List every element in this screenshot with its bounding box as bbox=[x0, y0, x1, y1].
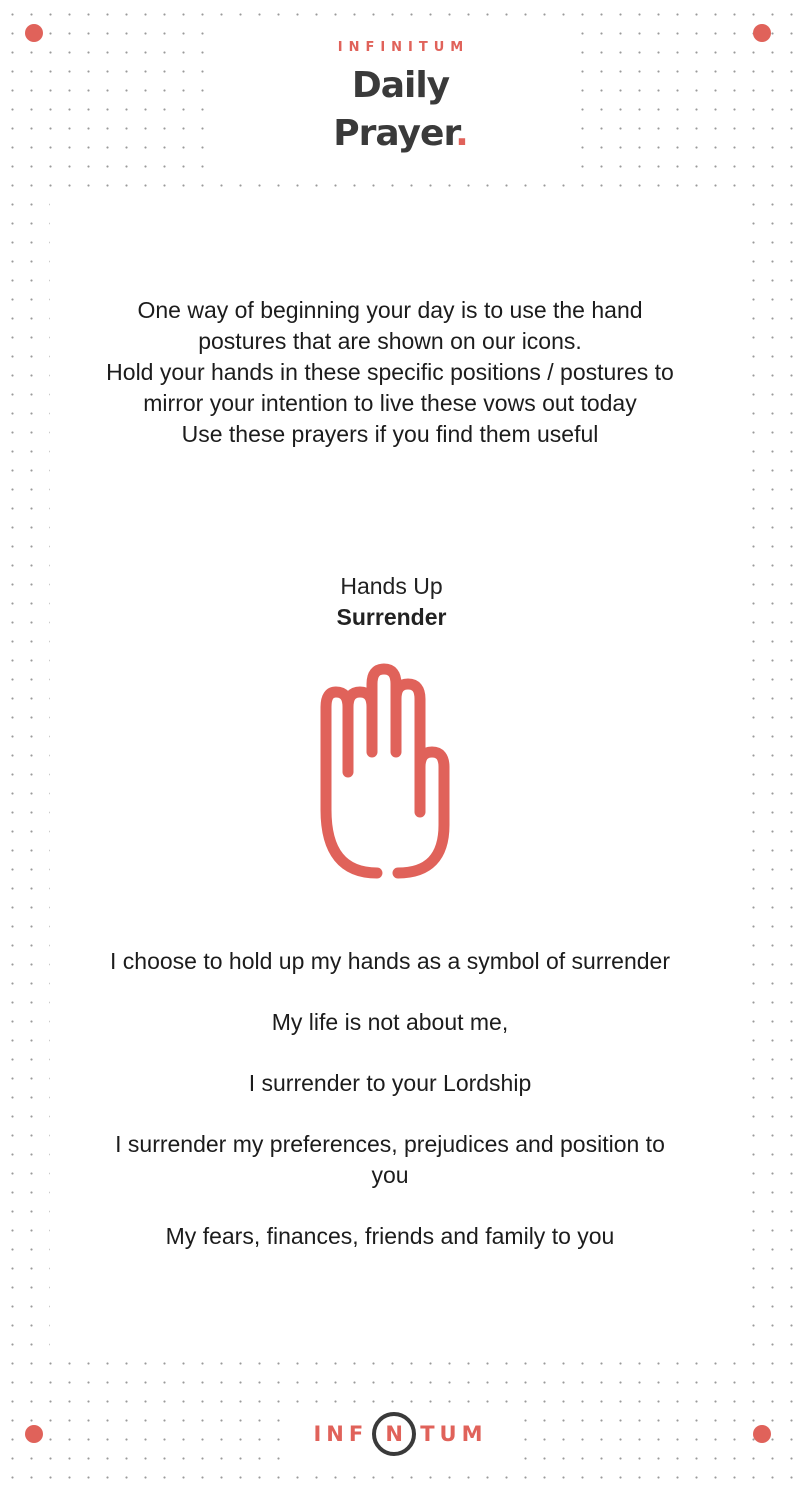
footer-logo bbox=[0, 1408, 801, 1460]
brand-wordmark: INFINITUM bbox=[337, 40, 470, 55]
prayer-paragraph: I surrender my preferences, prejudices and position to you bbox=[115, 1131, 665, 1188]
footer-logo-ring: N bbox=[372, 1412, 416, 1456]
page-title bbox=[0, 62, 801, 158]
prayer-paragraph: My fears, finances, friends and family to you bbox=[165, 1223, 615, 1249]
intro-text bbox=[100, 295, 680, 450]
posture-heading bbox=[0, 571, 783, 633]
title-line-1: Daily bbox=[351, 65, 450, 106]
title-line-2-text: Prayer bbox=[333, 113, 456, 154]
intro-line: One way of beginning your day is to use the hand postures that are shown on our icons. bbox=[137, 297, 643, 354]
posture-name: Hands Up bbox=[340, 573, 443, 599]
title-line-2 bbox=[0, 110, 801, 158]
footer-logo-left: INF bbox=[313, 1422, 369, 1446]
title-period: . bbox=[455, 113, 468, 154]
prayer-paragraph: I surrender to your Lordship bbox=[248, 1070, 532, 1096]
prayer-paragraph: I choose to hold up my hands as a symbol of surrender bbox=[110, 948, 670, 974]
intro-line: Hold your hands in these specific positions / postures to mirror your intention to live these vows out today bbox=[106, 359, 674, 416]
prayer-text bbox=[110, 946, 670, 1282]
prayer-paragraph: My life is not about me, bbox=[271, 1009, 509, 1035]
posture-meaning: Surrender bbox=[336, 604, 447, 630]
intro-line: Use these prayers if you find them useful bbox=[181, 421, 599, 447]
raised-hand-icon bbox=[311, 660, 471, 885]
footer-logo-right: TUM bbox=[420, 1422, 488, 1446]
